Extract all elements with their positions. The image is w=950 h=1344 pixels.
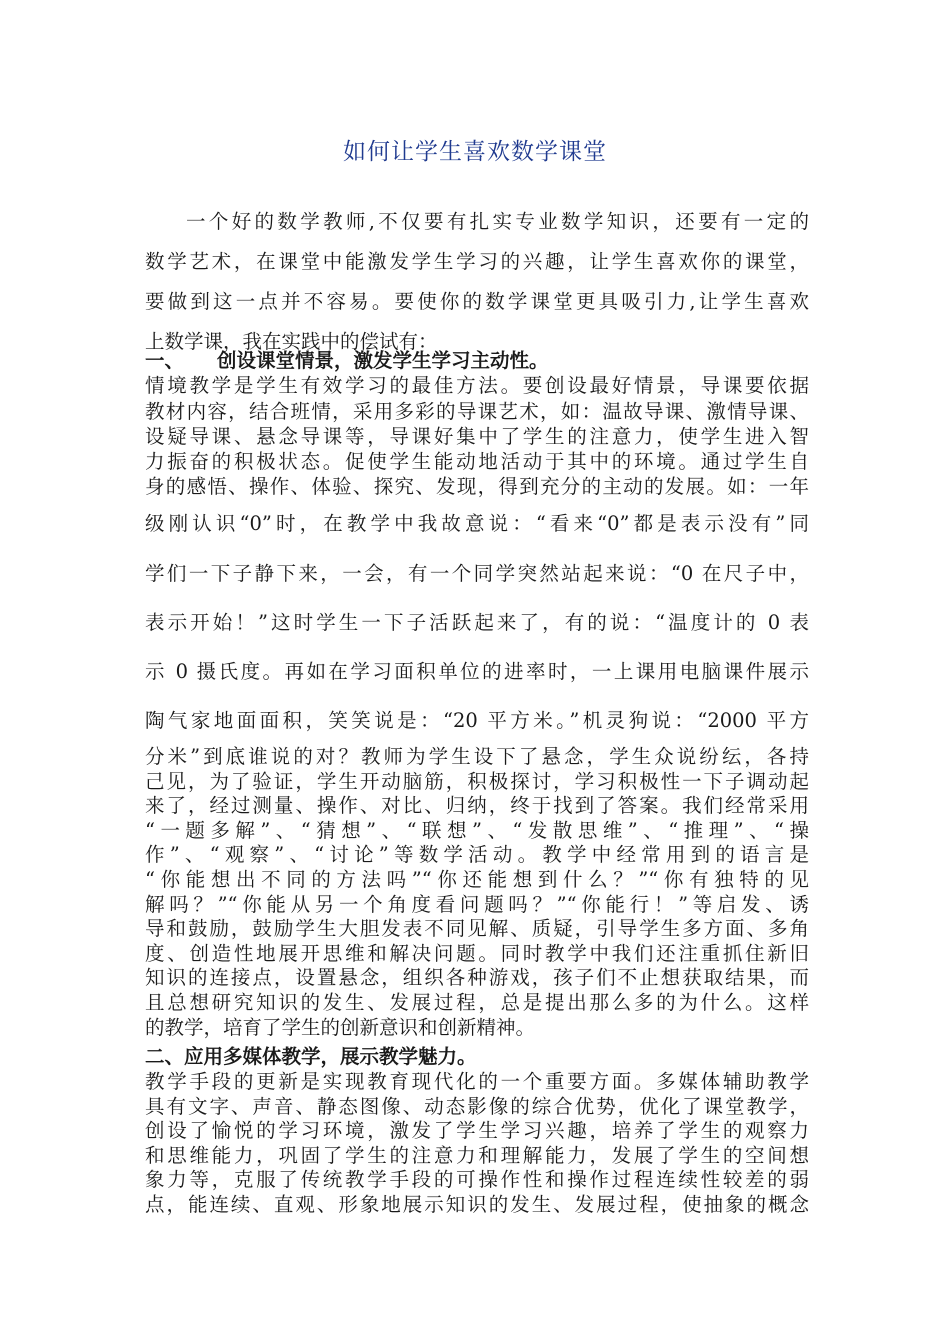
section1-line: 示 0 摄氏度。再如在学习面积单位的进率时，一上课用电脑课件展示 (145, 660, 809, 683)
section1-line: 来了，经过测量、操作、对比、归纳，终于找到了答案。我们经常采用 (145, 794, 809, 817)
section1-line: 导和鼓励，鼓励学生大胆发表不同见解、质疑，引导学生多方面、多角 (145, 917, 809, 940)
section1-line: 陶气家地面面积，笑笑说是：“20 平方米。”机灵狗说：“2000 平方 (145, 709, 809, 732)
section1-line: 表示开始！”这时学生一下子活跃起来了，有的说：“温度计的 0 表 (145, 611, 809, 634)
section2-heading: 二、应用多媒体教学，展示教学魅力。 (145, 1045, 477, 1068)
section2-line: 象力等，克服了传统教学手段的可操作性和操作过程连续性较差的弱 (145, 1168, 809, 1191)
section1-line: 己见，为了验证，学生开动脑筋，积极探讨，学习积极性一下子调动起 (145, 770, 809, 793)
intro-line: 要做到这一点并不容易。要使你的数学课堂更具吸引力,让学生喜欢 (145, 290, 809, 313)
section1-number: 一、 (145, 349, 185, 372)
intro-line: 数学艺术，在课堂中能激发学生学习的兴趣，让学生喜欢你的课堂， (145, 250, 809, 273)
section1-line: 度、创造性地展开思维和解决问题。同时教学中我们还注重抓住新旧 (145, 942, 809, 965)
section2-line: 和思维能力，巩固了学生的注意力和理解能力，发展了学生的空间想 (145, 1144, 809, 1167)
section1-heading-text: 创设课堂情景，激发学生学习主动性。 (217, 349, 549, 372)
section1-line: “你能想出不同的方法吗”“你还能想到什么？”“你有独特的见 (145, 868, 809, 891)
section1-line: 级刚认识“0”时，在教学中我故意说：“看来“0”都是表示没有”同 (145, 512, 809, 535)
section1-line: 的教学，培育了学生的创新意识和创新精神。 (145, 1016, 536, 1039)
intro-line: 一个好的数学教师,不仅要有扎实专业数学知识，还要有一定的 (186, 210, 809, 233)
section1-line: 教材内容，结合班情，采用多彩的导课艺术，如：温故导课、激情导课、 (145, 400, 809, 423)
section1-line: 作”、“观察”、“讨论”等数学活动。教学中经常用到的语言是 (145, 843, 809, 866)
section1-line: 学们一下子静下来，一会，有一个同学突然站起来说：“0 在尺子中， (145, 562, 809, 585)
section1-line: “一题多解”、“猜想”、“联想”、“发散思维”、“推理”、“操 (145, 819, 809, 842)
section1-heading (145, 349, 809, 373)
section1-line: 分米”到底谁说的对？教师为学生设下了悬念，学生众说纷纭，各持 (145, 745, 809, 768)
document-title: 如何让学生喜欢数学课堂 (343, 139, 607, 165)
section1-line: 解吗？”“你能从另一个角度看问题吗？”“你能行！”等启发、诱 (145, 893, 809, 916)
section2-line: 创设了愉悦的学习环境，激发了学生学习兴趣，培养了学生的观察力 (145, 1119, 809, 1142)
section1-line: 知识的连接点，设置悬念，组织各种游戏，孩子们不止想获取结果，而 (145, 966, 809, 989)
section1-line: 身的感悟、操作、体验、探究、发现，得到充分的主动的发展。如：一年 (145, 475, 809, 498)
section2-line: 教学手段的更新是实现教育现代化的一个重要方面。多媒体辅助教学 (145, 1070, 809, 1093)
section2-line: 具有文字、声音、静态图像、动态影像的综合优势，优化了课堂教学， (145, 1095, 809, 1118)
section1-line: 力振奋的积极状态。促使学生能动地活动于其中的环境。通过学生自 (145, 450, 809, 473)
section2-line: 点，能连续、直观、形象地展示知识的发生、发展过程，使抽象的概念 (145, 1193, 809, 1216)
intro-line: 上数学课，我在实践中的偿试有： (145, 330, 438, 353)
section1-line: 情境教学是学生有效学习的最佳方法。要创设最好情景，导课要依据 (145, 374, 809, 397)
section1-line: 且总想研究知识的发生、发展过程，总是提出那么多的为什么。这样 (145, 991, 809, 1014)
section1-line: 设疑导课、悬念导课等，导课好集中了学生的注意力，使学生进入智 (145, 425, 809, 448)
